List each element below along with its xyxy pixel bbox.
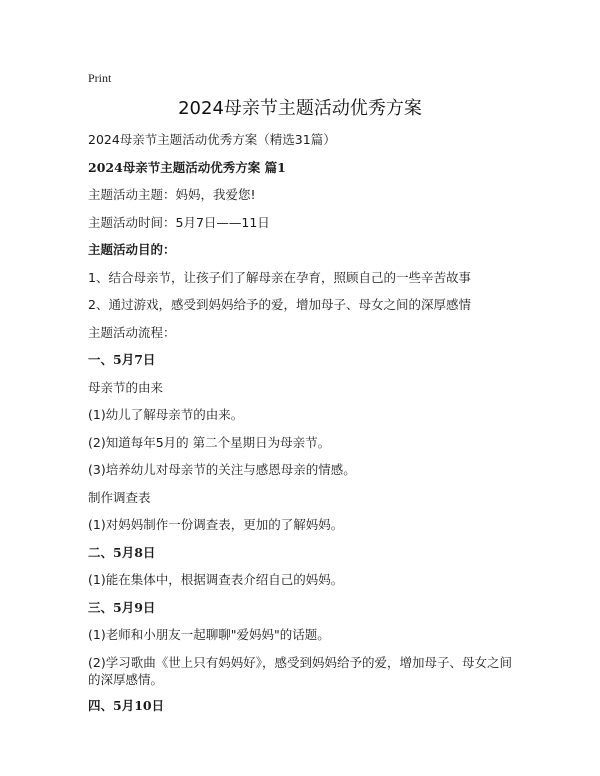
document-title: 2024母亲节主题活动优秀方案 xyxy=(178,98,422,119)
document-body xyxy=(88,131,518,725)
body-paragraph: 主题活动时间：5月7日——11日 xyxy=(88,214,270,230)
section-heading: 三、5月9日 xyxy=(88,599,156,615)
body-paragraph: (2)知道每年5月的 第二个星期日为母亲节。 xyxy=(88,434,331,450)
body-paragraph: 母亲节的由来 xyxy=(88,379,164,395)
body-paragraph: 1、结合母亲节，让孩子们了解母亲在孕育，照顾自己的一些辛苦故事 xyxy=(88,269,471,285)
body-paragraph: 主题活动主题：妈妈，我爱您! xyxy=(88,187,256,202)
body-paragraph: (3)培养幼儿对母亲节的关注与感恩母亲的情感。 xyxy=(88,462,356,477)
body-paragraph: 2、通过游戏，感受到妈妈给予的爱，增加母子、母女之间的深厚感情 xyxy=(88,297,471,312)
body-paragraph: (1)幼儿了解母亲节的由来。 xyxy=(88,407,244,422)
body-paragraph: 制作调查表 xyxy=(88,489,151,505)
body-paragraph: (2)学习歌曲《世上只有妈妈好》，感受到妈妈给予的爱，增加母子、母女之间的深厚感情。 xyxy=(88,654,512,687)
section-heading: 四、5月10日 xyxy=(88,698,165,713)
body-paragraph: (1)老师和小朋友一起聊聊"爱妈妈"的话题。 xyxy=(88,627,330,642)
print-link[interactable]: Print xyxy=(88,71,112,85)
body-paragraph: (1)对妈妈制作一份调查表，更加的了解妈妈。 xyxy=(88,517,344,532)
section-heading: 一、5月7日 xyxy=(88,352,156,367)
body-paragraph: 2024母亲节主题活动优秀方案（精选31篇） xyxy=(88,132,336,147)
body-paragraph: (1)能在集体中，根据调查表介绍自己的妈妈。 xyxy=(88,572,344,587)
body-paragraph: 主题活动流程： xyxy=(88,324,176,340)
section-heading: 2024母亲节主题活动优秀方案 篇1 xyxy=(88,159,286,175)
section-heading: 主题活动目的： xyxy=(88,242,176,257)
section-heading: 二、5月8日 xyxy=(88,544,156,560)
